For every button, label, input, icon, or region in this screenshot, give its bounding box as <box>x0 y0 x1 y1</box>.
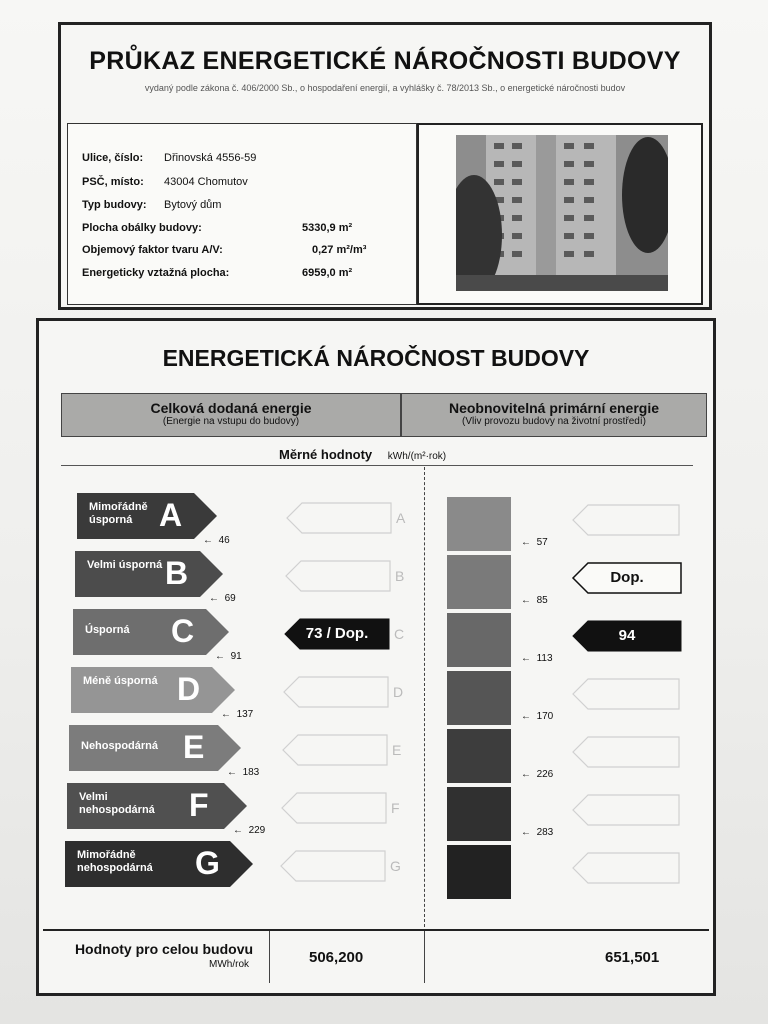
left-ghost-letter-a: A <box>396 510 406 526</box>
left-threshold-6: ← 229 <box>233 825 266 836</box>
class-arrow-b <box>75 551 223 597</box>
right-threshold-value-1: 57 <box>536 537 548 548</box>
right-threshold-value-3: 113 <box>536 653 553 664</box>
street-label: Ulice, číslo: <box>82 152 144 164</box>
totals-unit: MWh/rok <box>209 959 249 970</box>
psc-value: 43004 Chomutov <box>164 176 248 188</box>
total-left-value: 506,200 <box>309 949 364 966</box>
certificate-title: PRŮKAZ ENERGETICKÉ NÁROČNOSTI BUDOVY <box>89 47 681 75</box>
right-threshold-value-5: 226 <box>536 769 554 780</box>
right-threshold-value-4: 170 <box>536 711 554 722</box>
area-label: Energeticky vztažná plocha: <box>82 267 230 279</box>
right-ghost-arrow-f <box>573 795 677 825</box>
type-value: Bytový dům <box>164 199 222 211</box>
class-letter-c: C <box>171 613 195 649</box>
right-requirement-value: Dop. <box>610 569 644 586</box>
left-ghost-arrow-a <box>287 503 391 533</box>
class-letter-d: D <box>177 671 201 707</box>
left-threshold-1: ← 46 <box>203 535 230 546</box>
volume-value: 0,27 m²/m³ <box>312 244 367 256</box>
left-ghost-letter-b: B <box>395 568 405 584</box>
class-label-c: Úsporná <box>85 624 130 636</box>
left-threshold-5: ← 183 <box>227 767 260 778</box>
primary-energy-bar-g <box>447 845 511 899</box>
left-ghost-letter-c: C <box>394 626 405 642</box>
envelope-label: Plocha obálky budovy: <box>82 222 202 234</box>
left-threshold-value-4: 137 <box>236 709 254 720</box>
total-right-value: 651,501 <box>605 949 660 966</box>
primary-energy-bar-a <box>447 497 511 551</box>
left-threshold-value-3: 91 <box>230 651 242 662</box>
totals-label-cell <box>43 931 270 983</box>
class-arrow-f <box>67 783 247 829</box>
units-label: Měrné hodnoty <box>279 447 373 462</box>
right-ghost-arrow-d <box>573 679 677 709</box>
class-letter-a: A <box>159 497 183 533</box>
right-requirement-indicator <box>573 563 681 593</box>
left-threshold-value-6: 229 <box>248 825 266 836</box>
units-value: kWh/(m²·rok) <box>387 451 447 462</box>
envelope-value: 5330,9 m² <box>302 222 353 234</box>
left-ghost-letter-e: E <box>392 742 402 758</box>
class-letter-f: F <box>189 787 209 823</box>
left-column-header <box>61 393 401 437</box>
class-label-e: Nehospodárná <box>81 740 159 752</box>
left-subheading: (Energie na vstupu do budovy) <box>162 416 300 427</box>
class-label-f: Velmi nehospodárná <box>79 791 155 816</box>
left-ghost-arrow-f <box>282 793 386 823</box>
right-ghost-arrow-e <box>573 737 677 767</box>
units-row <box>279 447 446 462</box>
left-ghost-arrow-e <box>283 735 387 765</box>
type-label: Typ budovy: <box>82 199 147 211</box>
right-threshold-5: ← 226 <box>521 769 554 780</box>
class-arrow-d <box>71 667 235 713</box>
class-label-a: Mimořádně úsporná <box>89 501 148 526</box>
left-threshold-3: ← 91 <box>215 651 242 662</box>
class-label-g: Mimořádně nehospodárná <box>77 849 153 874</box>
right-threshold-value-2: 85 <box>536 595 548 606</box>
class-arrow-c <box>73 609 229 655</box>
class-letter-b: B <box>165 555 189 591</box>
left-ghost-arrow-g <box>281 851 385 881</box>
right-heading: Neobnovitelná primární energie <box>448 400 660 416</box>
right-threshold-2: ← 85 <box>521 595 548 606</box>
certificate-subtitle: vydaný podle zákona č. 406/2000 Sb., o hospodaření energií, a vyhlášky č. 78/2013 Sb., o energetické náročnosti budov <box>144 83 626 93</box>
header-section <box>58 22 712 310</box>
right-threshold-3: ← 113 <box>521 653 553 664</box>
left-ghost-letter-f: F <box>391 800 400 816</box>
primary-energy-bar-d <box>447 671 511 725</box>
right-rating-value: 94 <box>618 627 636 644</box>
volume-label: Objemový faktor tvaru A/V: <box>82 244 223 256</box>
left-rating-indicator <box>285 619 389 649</box>
psc-label: PSČ, místo: <box>82 176 144 188</box>
primary-energy-bar-b <box>447 555 511 609</box>
column-divider <box>424 467 425 927</box>
left-ghost-letter-d: D <box>393 684 404 700</box>
rating-section <box>36 318 716 996</box>
primary-energy-bar-c <box>447 613 511 667</box>
left-threshold-2: ← 69 <box>209 593 236 604</box>
class-arrow-g <box>65 841 253 887</box>
left-threshold-value-1: 46 <box>218 535 230 546</box>
class-label-b: Velmi úsporná <box>87 559 163 571</box>
left-ghost-arrow-d <box>284 677 388 707</box>
class-arrow-e <box>69 725 241 771</box>
left-rating-value: 73 / Dop. <box>305 625 369 642</box>
class-label-d: Méně úsporná <box>83 675 158 687</box>
right-threshold-value-6: 283 <box>536 827 554 838</box>
units-divider <box>61 465 693 466</box>
street-value: Dřinovská 4556-59 <box>164 152 257 164</box>
right-column-header <box>401 393 707 437</box>
right-threshold-4: ← 170 <box>521 711 554 722</box>
building-photo <box>456 135 668 291</box>
area-value: 6959,0 m² <box>302 267 353 279</box>
left-ghost-letter-g: G <box>390 858 401 874</box>
left-threshold-4: ← 137 <box>221 709 254 720</box>
right-ghost-arrow-a <box>573 505 677 535</box>
right-ghost-arrow-g <box>573 853 677 883</box>
building-photo-frame <box>417 123 703 305</box>
left-threshold-value-5: 183 <box>242 767 260 778</box>
primary-energy-bar-e <box>447 729 511 783</box>
left-heading: Celková dodaná energie <box>150 400 312 416</box>
class-arrow-a <box>77 493 217 539</box>
left-ghost-arrow-b <box>286 561 390 591</box>
class-letter-g: G <box>195 845 220 881</box>
right-threshold-1: ← 57 <box>521 537 548 548</box>
left-threshold-value-2: 69 <box>224 593 236 604</box>
totals-label: Hodnoty pro celou budovu <box>74 941 254 957</box>
right-threshold-6: ← 283 <box>521 827 554 838</box>
class-letter-e: E <box>183 729 205 765</box>
right-rating-indicator <box>573 621 681 651</box>
building-info <box>67 123 417 305</box>
primary-energy-bar-f <box>447 787 511 841</box>
right-subheading: (Vliv provozu budovy na životní prostředí) <box>462 416 646 427</box>
rating-title: ENERGETICKÁ NÁROČNOST BUDOVY <box>162 345 590 371</box>
